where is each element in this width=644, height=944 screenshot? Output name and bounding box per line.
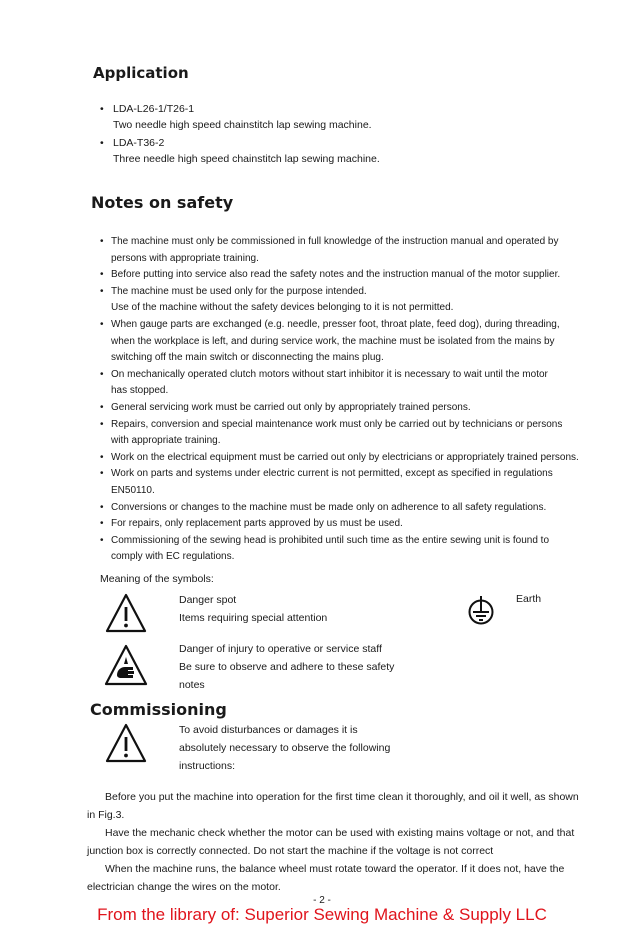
bullet-icon: • <box>100 285 104 297</box>
injury-warning-text: Danger of injury to operative or service staff Be sure to observe and adhere to these safety notes <box>179 643 395 691</box>
bullet-icon: • <box>100 103 104 115</box>
danger-spot-desc: Items requiring special attention <box>179 612 328 624</box>
safety-item <box>100 284 610 317</box>
application-list <box>100 101 580 169</box>
bullet-icon: • <box>100 401 104 413</box>
bullet-icon: • <box>100 368 104 380</box>
safety-item-line: Conversions or changes to the machine must be made only on adherence to all safety regulations. <box>111 501 547 513</box>
model-name: LDA-T36-2 <box>113 137 165 149</box>
bullet-icon: • <box>100 468 104 480</box>
commissioning-paragraph: Have the mechanic check whether the motor can be used with existing mains voltage or not, and that junction box is correctly connected. Do not start the machine if the voltage is not correct <box>87 827 575 857</box>
bullet-icon: • <box>100 534 104 546</box>
safety-item-line: Before putting into service also read the safety notes and the instruction manual of the motor supplier. <box>111 269 561 281</box>
safety-item-line: with appropriate training. <box>111 435 221 447</box>
bullet-icon: • <box>100 518 104 530</box>
safety-item <box>100 533 610 566</box>
bullet-icon: • <box>100 137 104 149</box>
safety-item-line: persons with appropriate training. <box>111 252 259 264</box>
commissioning-paragraph: Before you put the machine into operation for the first time clean it thoroughly, and oil it well, as shown in Fig.3. <box>87 791 579 821</box>
symbols-title: Meaning of the symbols: <box>100 573 214 585</box>
bullet-icon: • <box>100 451 104 463</box>
safety-heading: Notes on safety <box>91 193 234 212</box>
safety-item <box>100 400 610 417</box>
earth-ground-icon <box>468 593 494 631</box>
safety-item <box>100 500 610 517</box>
safety-item-line: EN50110. <box>111 484 155 496</box>
safety-item-line: Use of the machine without the safety devices belonging to it is not permitted. <box>111 302 454 314</box>
safety-item-line: when the workplace is left, and during service work, the machine must be isolated from the mains by <box>111 335 555 347</box>
bullet-icon: • <box>100 501 104 513</box>
application-item <box>100 101 580 133</box>
safety-item-line: comply with EC regulations. <box>111 551 235 563</box>
model-description: Two needle high speed chainstitch lap sewing machine. <box>113 119 372 131</box>
bullet-icon: • <box>100 269 104 281</box>
danger-spot-label: Danger spot <box>179 594 237 606</box>
safety-item-line: switching off the main switch or disconnecting the mains plug. <box>111 352 384 364</box>
safety-item-line: Commissioning of the sewing head is prohibited until such time as the entire sewing unit is found to <box>111 534 550 546</box>
application-heading: Application <box>93 64 189 82</box>
bullet-icon: • <box>100 318 104 330</box>
library-footer: From the library of: Superior Sewing Machine & Supply LLC <box>97 905 547 924</box>
hand-injury-warning-icon <box>103 643 149 687</box>
safety-item-line: On mechanically operated clutch motors without start inhibitor it is necessary to wait until the motor <box>111 368 548 380</box>
safety-item-line: Work on the electrical equipment must be carried out only by electricians or appropriately trained persons. <box>111 451 579 463</box>
safety-item <box>100 367 610 400</box>
model-name: LDA-L26-1/T26-1 <box>113 103 195 115</box>
model-description: Three needle high speed chainstitch lap sewing machine. <box>113 153 380 165</box>
commissioning-warning-text: To avoid disturbances or damages it is absolutely necessary to observe the following instructions: <box>179 724 391 772</box>
warning-triangle-icon <box>104 592 148 634</box>
bullet-icon: • <box>100 236 104 247</box>
commissioning-heading: Commissioning <box>90 700 227 719</box>
safety-item-line: General servicing work must be carried out only by appropriately trained persons. <box>111 401 471 413</box>
bullet-icon: • <box>100 418 104 430</box>
safety-item-line: When gauge parts are exchanged (e.g. needle, presser foot, throat plate, feed dog), during threading, <box>111 318 560 330</box>
warning-triangle-icon <box>104 722 148 764</box>
commissioning-body <box>87 788 611 896</box>
danger-spot-text <box>179 591 327 627</box>
page-number: - 2 - <box>313 895 331 906</box>
safety-item-line: The machine must only be commissioned in full knowledge of the instruction manual and operated by <box>111 236 559 247</box>
safety-item <box>100 234 610 267</box>
safety-item <box>100 516 610 533</box>
earth-label: Earth <box>516 593 542 605</box>
safety-item <box>100 450 610 467</box>
safety-list <box>100 234 610 566</box>
safety-item <box>100 267 610 284</box>
safety-item-line: Work on parts and systems under electric current is not permitted, except as specified in regulations <box>111 468 553 480</box>
safety-item-line: has stopped. <box>111 385 169 397</box>
safety-item <box>100 417 610 450</box>
safety-item <box>100 317 610 367</box>
safety-item-line: The machine must be used only for the purpose intended. <box>111 285 367 297</box>
safety-item-line: Repairs, conversion and special maintenance work must only be carried out by technicians or persons <box>111 418 563 430</box>
application-item <box>100 135 580 167</box>
commissioning-paragraph: When the machine runs, the balance wheel must rotate toward the operator. If it does not, have the electrician change the wires on the motor. <box>87 863 565 893</box>
safety-item-line: For repairs, only replacement parts approved by us must be used. <box>111 518 403 530</box>
safety-item <box>100 466 610 499</box>
